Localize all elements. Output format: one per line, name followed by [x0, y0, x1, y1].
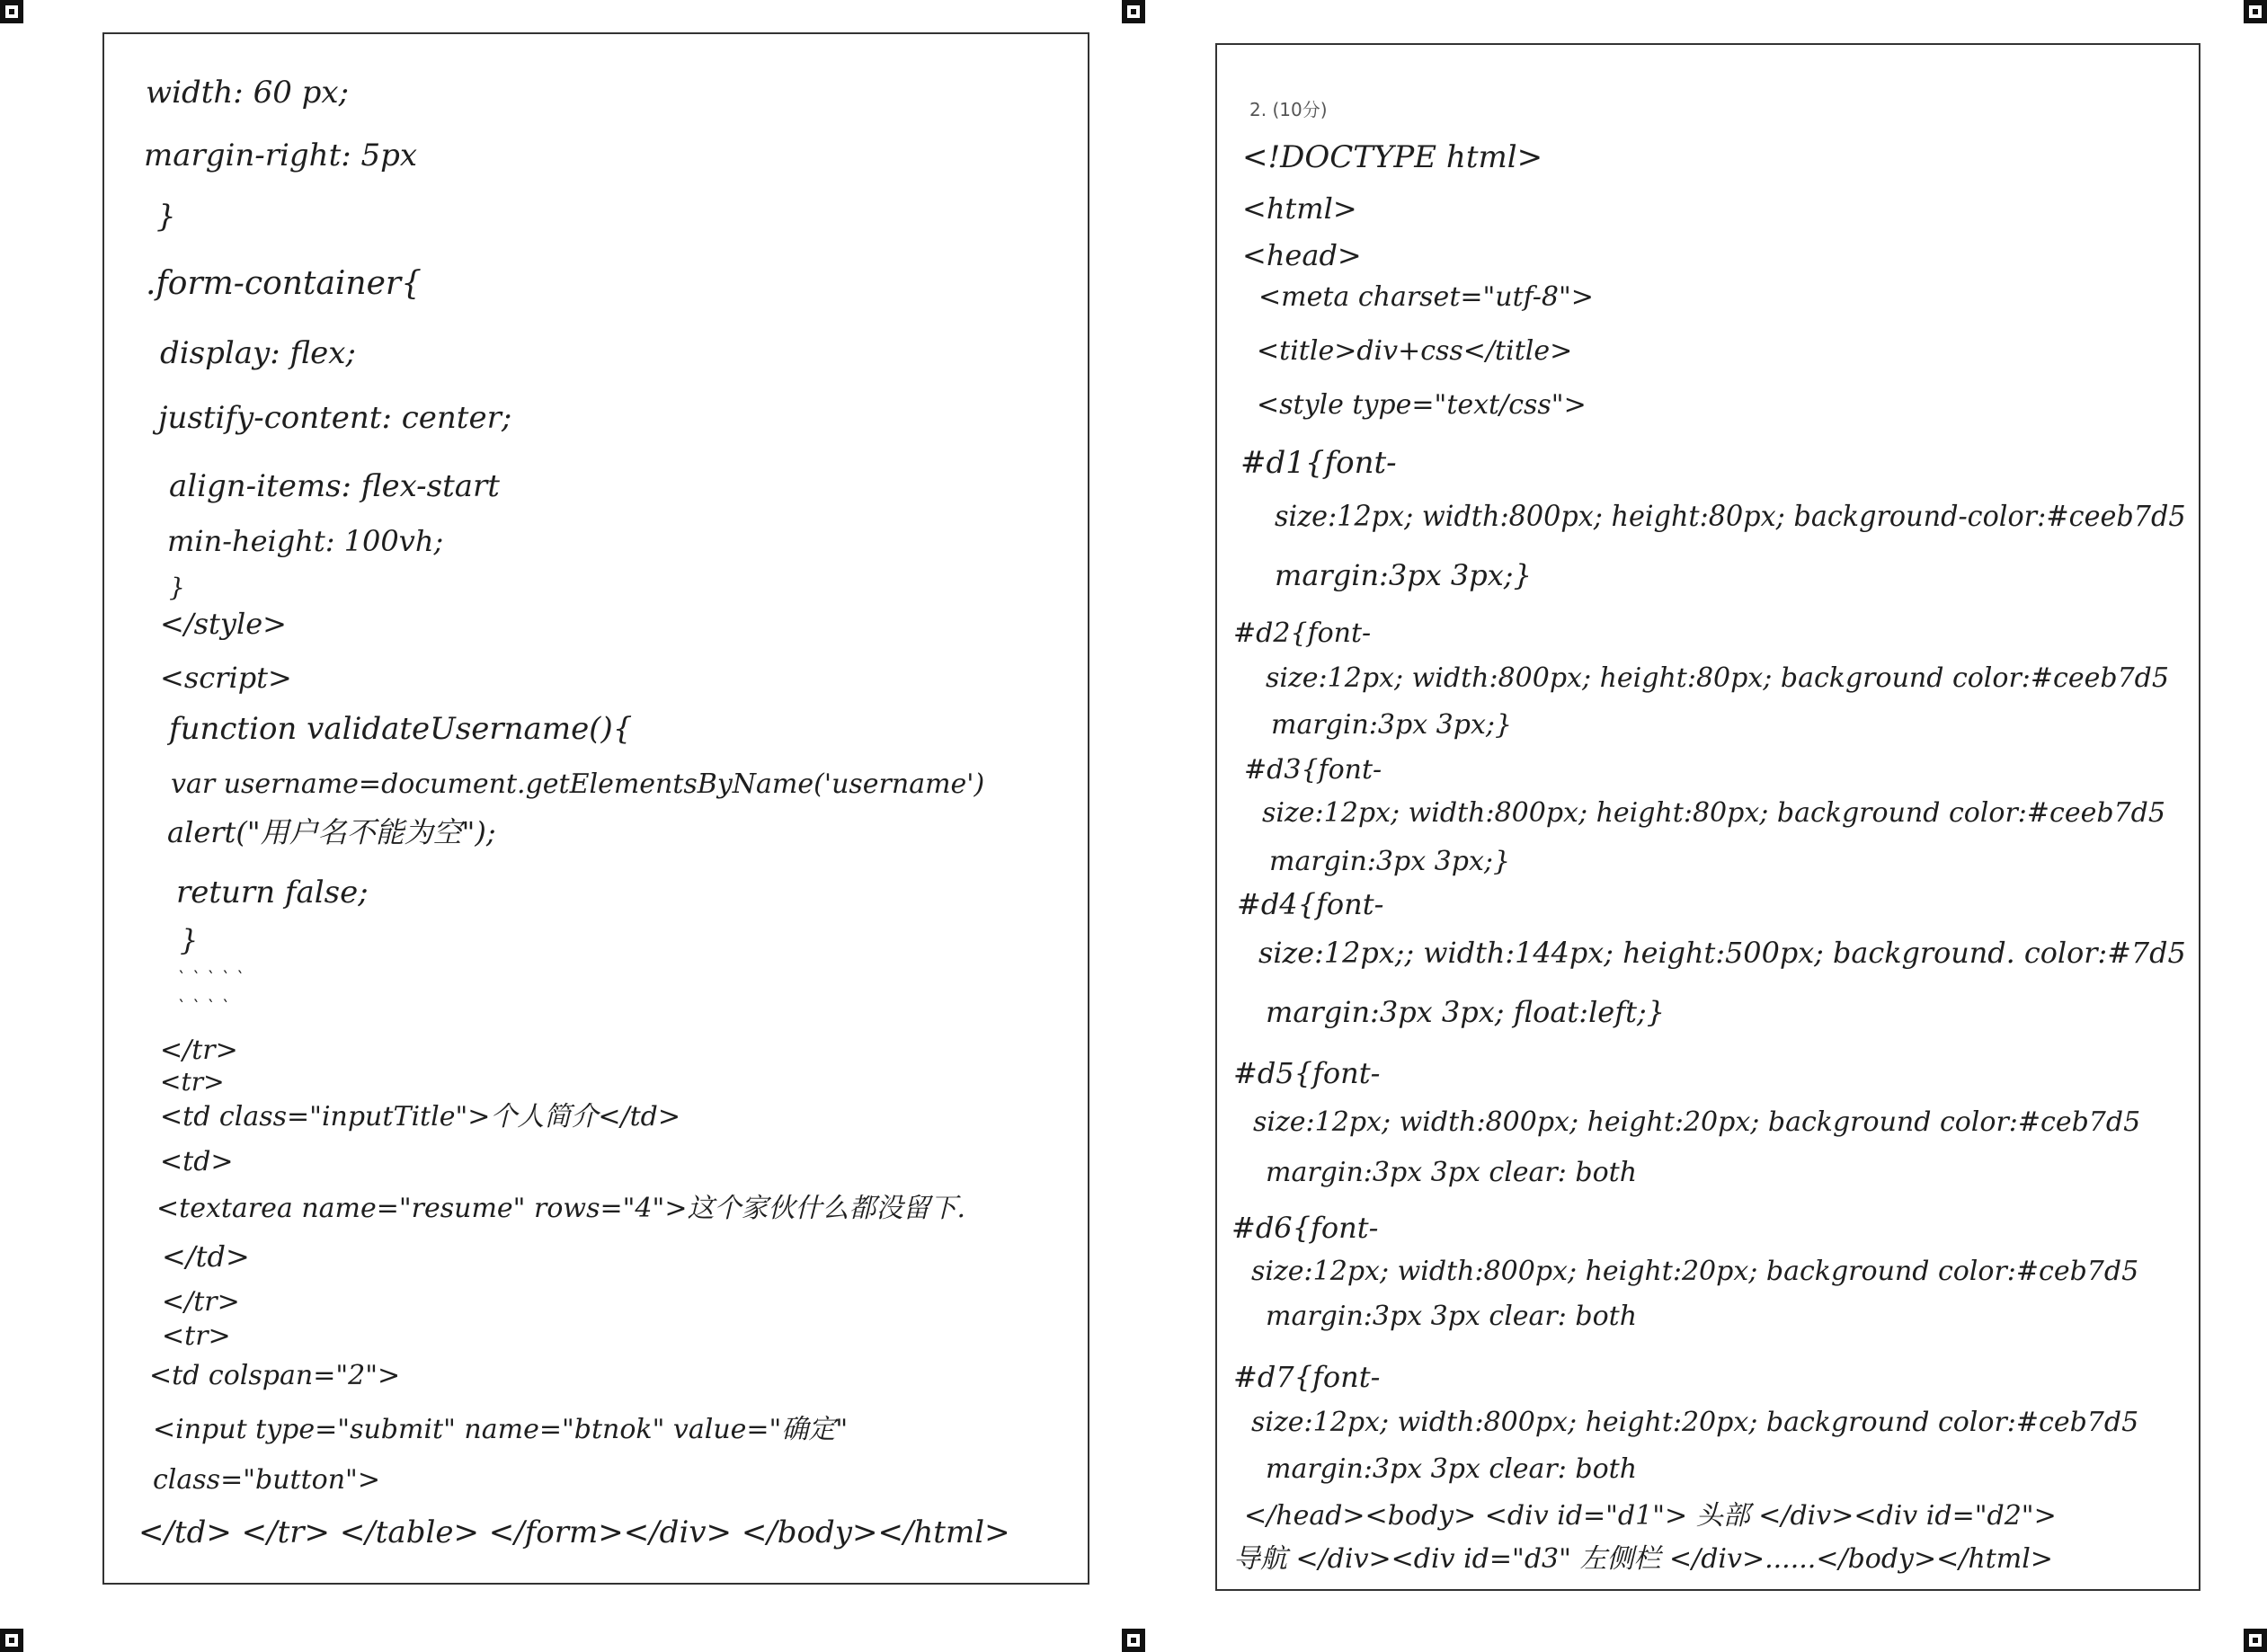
- right-page-line: margin:3px 3px clear: both: [1266, 1157, 1638, 1188]
- right-page-line: <style type="text/css">: [1257, 389, 1587, 421]
- answer-sheet-left-page: [102, 32, 1089, 1585]
- left-page-line: </td> </tr> </table> </form></div> </body></html>: [138, 1514, 1010, 1550]
- left-page-line: return false;: [176, 875, 369, 910]
- left-page-line: width: 60 px;: [146, 75, 350, 111]
- left-page-line: }: [169, 573, 185, 602]
- right-page-line: size:12px; width:800px; height:20px; background color:#ceb7d5: [1251, 1256, 2139, 1287]
- right-page-line: size:12px;; width:144px; height:500px; background. color:#7d5: [1258, 936, 2186, 970]
- left-page-line: <textarea name="resume" rows="4">这个家伙什么都没留下.: [156, 1193, 965, 1224]
- left-page-line: <td class="inputTitle">个人简介</td>: [160, 1101, 681, 1132]
- left-page-line: <script>: [160, 661, 292, 695]
- right-page-line: #d5{font-: [1233, 1056, 1381, 1090]
- left-page-line: alert("用户名不能为空");: [167, 815, 496, 849]
- right-page-line: <meta charset="utf-8">: [1258, 281, 1594, 313]
- right-page-line: margin:3px 3px; float:left;}: [1266, 995, 1666, 1029]
- right-page-line: margin:3px 3px clear: both: [1266, 1453, 1638, 1485]
- left-page-line: class="button">: [153, 1464, 380, 1496]
- left-page-line: <tr>: [160, 1067, 225, 1097]
- left-page-line: </tr>: [160, 1035, 238, 1066]
- right-page-line: #d4{font-: [1237, 887, 1384, 921]
- left-page-line: </td>: [162, 1239, 250, 1274]
- left-page-line: var username=document.getElementsByName('username'): [171, 768, 985, 800]
- right-page-line: <html>: [1242, 191, 1357, 226]
- answer-sheet-right-page: [1215, 43, 2200, 1591]
- registration-marker-bottom-center: [1122, 1629, 1145, 1652]
- handwritten-code-right: [1217, 45, 2199, 1589]
- right-page-line: #d3{font-: [1244, 754, 1382, 786]
- left-page-line: display: flex;: [160, 335, 356, 371]
- left-page-line: align-items: flex-start: [169, 468, 500, 504]
- left-page-line: <td>: [160, 1146, 234, 1177]
- right-page-line: margin:3px 3px;}: [1271, 709, 1513, 741]
- left-page-line: <td colspan="2">: [149, 1360, 401, 1391]
- left-page-line: .form-container{: [146, 265, 422, 302]
- right-page-line: </head><body> <div id="d1"> 头部 </div><div id="d2">: [1244, 1500, 2057, 1532]
- left-page-line: }: [156, 199, 176, 235]
- left-page-line: <tr>: [162, 1320, 231, 1352]
- right-page-line: size:12px; width:800px; height:80px; background-color:#ceeb7d5: [1275, 499, 2186, 533]
- right-page-line: margin:3px 3px;}: [1275, 558, 1532, 592]
- right-page-line: margin:3px 3px clear: both: [1266, 1301, 1638, 1332]
- registration-marker-top-center: [1122, 0, 1145, 23]
- registration-marker-bottom-right: [2244, 1629, 2267, 1652]
- left-page-line: margin-right: 5px: [144, 138, 418, 173]
- left-page-line: function validateUsername(){: [169, 711, 633, 747]
- right-page-line: #d6{font-: [1231, 1211, 1379, 1245]
- left-page-line: </tr>: [162, 1286, 240, 1318]
- left-page-line: </style>: [160, 607, 287, 641]
- left-page-line: min-height: 100vh;: [167, 524, 444, 558]
- left-page-line: ` ` ` `: [176, 996, 230, 1017]
- registration-marker-bottom-left: [0, 1629, 23, 1652]
- right-page-line: 导航 </div><div id="d3" 左侧栏 </div>......</body></html>: [1233, 1543, 2053, 1575]
- right-page-line: size:12px; width:800px; height:80px; background color:#ceeb7d5: [1262, 797, 2165, 829]
- left-page-line: ` ` ` ` `: [176, 967, 244, 989]
- left-page-line: justify-content: center;: [158, 400, 512, 436]
- right-page-line: <head>: [1242, 238, 1362, 272]
- right-page-line: #d2{font-: [1233, 617, 1372, 649]
- registration-marker-top-left: [0, 0, 23, 23]
- right-page-line: margin:3px 3px;}: [1269, 846, 1511, 877]
- registration-marker-top-right: [2244, 0, 2267, 23]
- left-page-line: }: [180, 923, 199, 957]
- right-page-line: size:12px; width:800px; height:20px; background color:#ceb7d5: [1251, 1407, 2139, 1438]
- right-page-line: size:12px; width:800px; height:20px; background color:#ceb7d5: [1253, 1106, 2141, 1138]
- right-page-line: #d1{font-: [1240, 445, 1397, 481]
- right-page-line: size:12px; width:800px; height:80px; background color:#ceeb7d5: [1266, 662, 2169, 694]
- left-page-line: <input type="submit" name="btnok" value="确定": [153, 1414, 849, 1445]
- right-page-line: <!DOCTYPE html>: [1242, 139, 1543, 175]
- right-page-line: #d7{font-: [1233, 1360, 1381, 1394]
- question-label: 2. (10分): [1249, 99, 1328, 120]
- handwritten-code-left: [104, 34, 1088, 1583]
- right-page-line: <title>div+css</title>: [1257, 335, 1573, 367]
